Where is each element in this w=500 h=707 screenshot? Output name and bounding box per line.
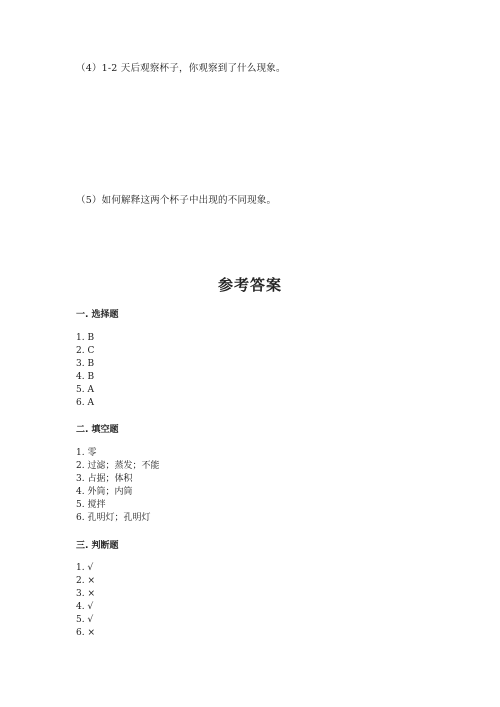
list-item: 6. A bbox=[76, 398, 94, 408]
list-item: 5. √ bbox=[76, 615, 94, 625]
question-5-text: （5）如何解释这两个杯子中出现的不同现象。 bbox=[76, 195, 277, 206]
list-item: 6. × bbox=[76, 628, 95, 638]
multiple-choice-answer-list bbox=[76, 332, 94, 410]
list-item: 2. × bbox=[76, 576, 95, 586]
list-item: 1. B bbox=[76, 333, 95, 343]
list-item: 6. 孔明灯；孔明灯 bbox=[76, 513, 151, 523]
section-title-multiple-choice: 一. 选择题 bbox=[76, 310, 119, 320]
list-item: 3. × bbox=[76, 589, 95, 599]
list-item: 3. 占据；体积 bbox=[76, 474, 133, 484]
section-title-fill-in-blank: 二. 填空题 bbox=[76, 425, 119, 435]
answer-key-title: 参考答案 bbox=[217, 276, 282, 294]
list-item: 1. √ bbox=[76, 563, 94, 573]
list-item: 1. 零 bbox=[76, 448, 97, 458]
list-item: 5. A bbox=[76, 385, 94, 395]
list-item: 4. B bbox=[76, 372, 95, 382]
list-item: 4. 外筒；内筒 bbox=[76, 487, 133, 497]
section-title-true-false: 三. 判断题 bbox=[76, 541, 119, 551]
true-false-answer-list bbox=[76, 562, 95, 640]
fill-in-blank-answer-list bbox=[76, 447, 159, 525]
list-item: 4. √ bbox=[76, 602, 94, 612]
question-4-text: （4）1-2 天后观察杯子，你观察到了什么现象。 bbox=[76, 63, 286, 74]
list-item: 2. C bbox=[76, 346, 95, 356]
list-item: 5. 搅拌 bbox=[76, 500, 106, 510]
list-item: 3. B bbox=[76, 359, 95, 369]
list-item: 2. 过滤；蒸发；不能 bbox=[76, 461, 160, 471]
